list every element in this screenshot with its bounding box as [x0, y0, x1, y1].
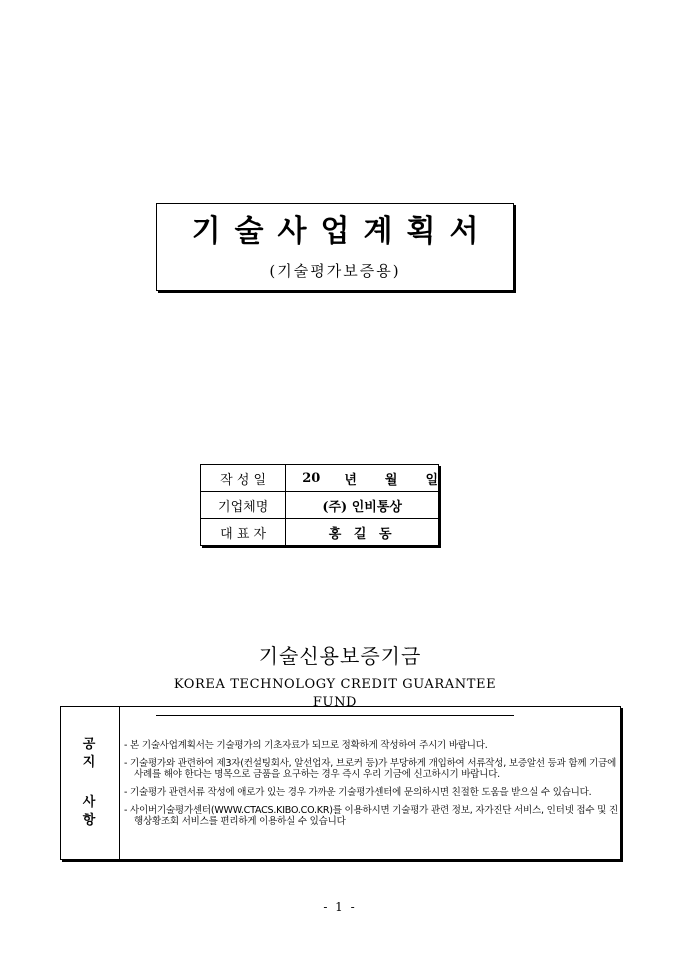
notice-item: - 기술평가와 관련하여 제3자(컨설팅회사, 알선업자, 브로커 등)가 부당하게 개입하여 서류작성, 보증알선 등과 함께 기금에 사례를 해야 한다는 명목으로 금품을 요구하는 경우 즉시 우리 기금에 신고하시기 바랍니다. [124, 757, 617, 780]
notice-label-top: 공지 [82, 737, 110, 770]
date-value [286, 465, 439, 492]
representative-label: 대 표 자 [201, 519, 286, 546]
notice-item: - 본 기술사업계획서는 기술평가의 기초자료가 되므로 정확하게 작성하여 주시기 바랍니다. [124, 739, 488, 751]
table-row [201, 519, 439, 546]
document-subtitle: (기술평가보증용) [269, 262, 401, 280]
notice-table [60, 706, 621, 860]
table-row [201, 465, 439, 492]
company-name-label: 기업체명 [201, 492, 286, 519]
date-month-unit: 월 [384, 472, 398, 488]
representative-value: 홍 길 동 [286, 519, 439, 546]
date-year-unit: 년 [344, 472, 357, 488]
notice-body [120, 707, 621, 860]
cover-title-box [156, 203, 514, 291]
notice-label-cell [61, 707, 120, 860]
date-year-prefix: 20 [302, 470, 321, 486]
fund-name-korean: 기술신용보증기금 [258, 644, 422, 668]
date-day-unit: 일 [425, 472, 438, 488]
notice-item: - 기술평가 관련서류 작성에 애로가 있는 경우 가까운 기술평가센터에 문의하시면 친절한 도움을 받으실 수 있습니다. [124, 786, 592, 798]
company-name-value: (주) 인비통상 [286, 492, 439, 519]
table-row [201, 492, 439, 519]
page-number: - 1 - [323, 900, 357, 914]
notice-label-bottom: 사항 [82, 795, 110, 828]
company-info-table [200, 464, 439, 546]
document-title: 기술사업계획서 [191, 214, 493, 249]
date-label: 작 성 일 [201, 465, 286, 492]
notice-item: - 사이버기술평가센터(WWW.CTACS.KIBO.CO.KR)를 이용하시면 기술평가 관련 정보, 자가진단 서비스, 인터넷 접수 및 진행상황조회 서비스를 편리하게 이용하실 수 있습니다 [124, 804, 618, 827]
fund-name-english: KOREA TECHNOLOGY CREDIT GUARANTEE FUND [156, 676, 514, 716]
